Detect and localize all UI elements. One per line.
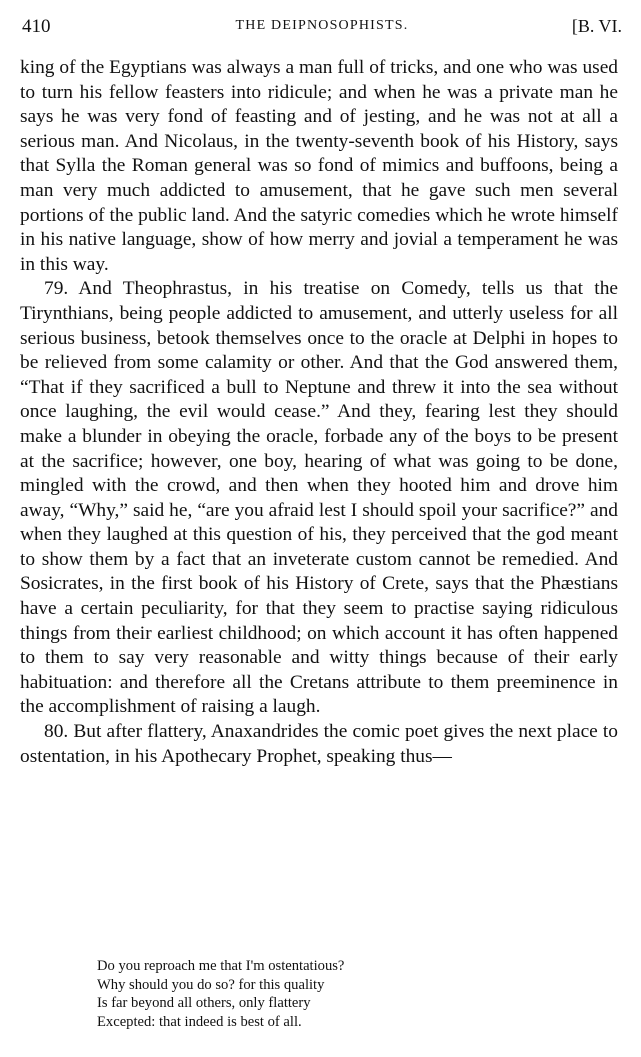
body-text xyxy=(20,56,618,769)
running-header xyxy=(22,16,622,40)
paragraph-continued: king of the Egyptians was always a man full of tricks, and one who was used to turn his fellow feasters into ridicule; and when he was a private man he says he was very fond of feasting and of jesting, and he was not at all a serious man. And Nicolaus, in the twenty-seventh book of his History, says that Sylla the Roman general was so fond of mimics and buffoons, being a man very much addicted to amusement, that he gave such men several portions of the public land. And the satyric comedies which he wrote himself in his native language, show of how merry and jovial a temperament he was in this way. xyxy=(20,57,618,275)
verse-quotation xyxy=(97,957,517,1031)
verse-line: Why should you do so? for this quality xyxy=(97,976,325,993)
verse-line: Excepted: that indeed is best of all. xyxy=(97,1013,302,1030)
running-title: THE DEIPNOSOPHISTS. xyxy=(235,18,409,33)
paragraph-79: 79. And Theophrastus, in his treatise on Comedy, tells us that the Tirynthians, being people addicted to amusement, and utterly useless for all serious business, betook themselves once to the oracle at Delphi in hopes to be relieved from some calamity or other. And that the God answered them, “That if they sacrificed a bull to Neptune and threw it into the sea without once laughing, the evil would cease.” And they, fearing lest they should make a blunder in obeying the oracle, forbade any of the boys to be present at the sacrifice; however, one boy, hearing of what was going to be done, mingled with the crowd, and then when they hooted him and drove him away, “Why,” said he, “are you afraid lest I should spoil your sacrifice?” and when they laughed at this question of his, they perceived that the god meant to show them by a fact that an inveterate custom cannot be remedied. And Sosicrates, in the first book of his History of Crete, says that the Phæstians have a certain peculiarity, for that they seem to practise saying ridiculous things from their earliest childhood; on which account it has often happened to them to say very reasonable and witty things because of their early habituation: and therefore all the Cretans attribute to them preeminence in the accomplishment of raising a laugh. xyxy=(20,278,618,718)
verse-line: Is far beyond all others, only flattery xyxy=(97,995,311,1012)
book-reference: [B. VI. xyxy=(571,16,622,36)
page-number: 410 xyxy=(22,16,51,37)
verse-line: Do you reproach me that I'm ostentatious? xyxy=(97,958,345,974)
paragraph-80: 80. But after flattery, Anaxandrides the comic poet gives the next place to ostentation, in his Apothecary Prophet, speaking thus— xyxy=(20,721,618,767)
